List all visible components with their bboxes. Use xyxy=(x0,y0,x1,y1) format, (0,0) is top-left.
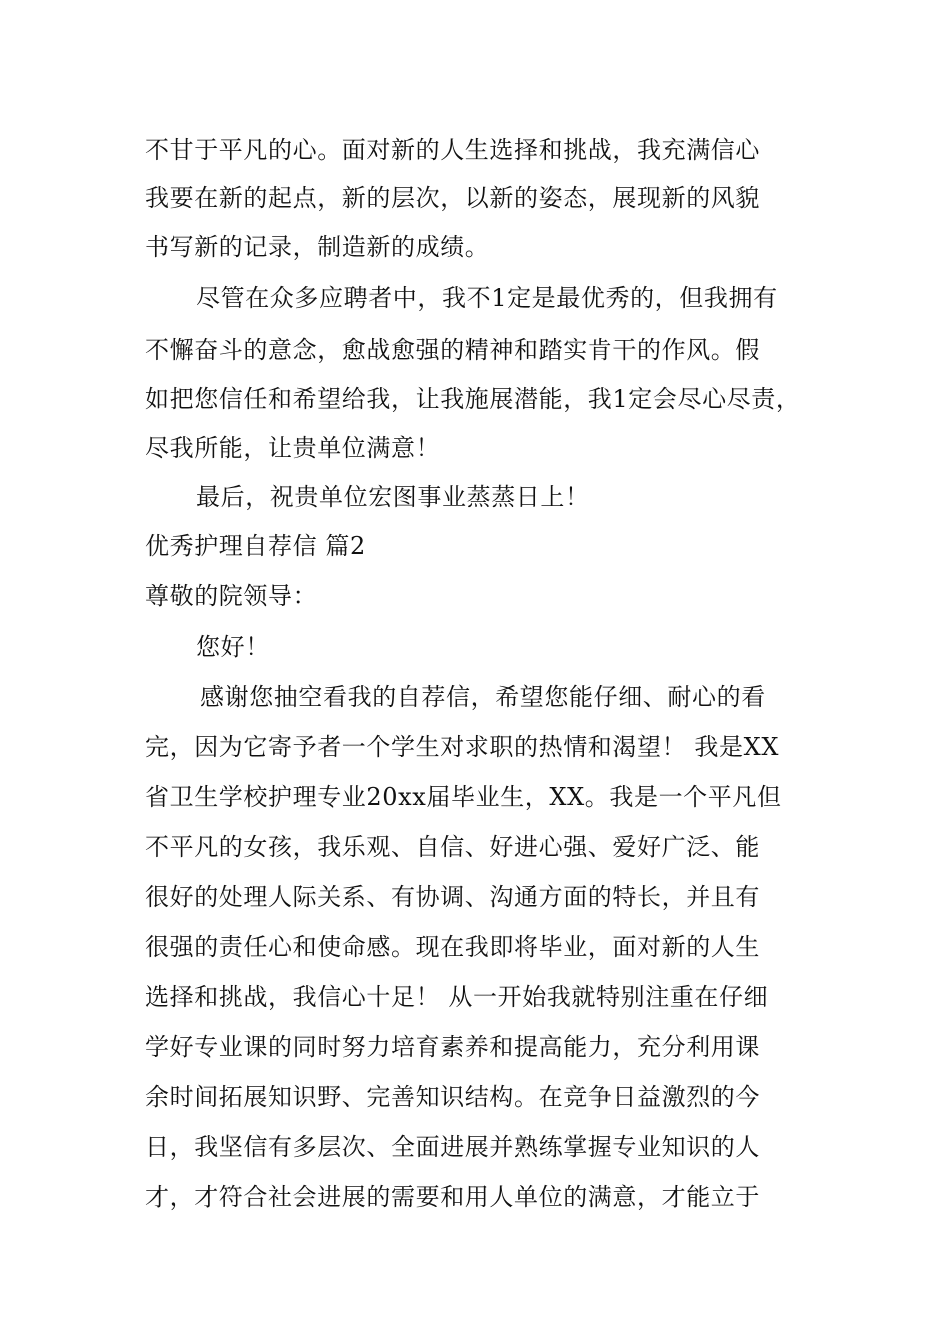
text-line: 如把您信任和希望给我，让我施展潜能，我1定会尽心尽责， xyxy=(145,385,801,413)
text-line: 完，因为它寄予者一个学生对求职的热情和渴望！ 我是XX xyxy=(145,733,779,761)
text-line: 不甘于平凡的心。面对新的人生选择和挑战，我充满信心 xyxy=(145,136,760,164)
text-line: 才，才符合社会进展的需要和用人单位的满意，才能立于 xyxy=(145,1183,760,1211)
section-heading: 优秀护理自荐信 篇2 xyxy=(145,532,366,560)
text-line: 选择和挑战，我信心十足！ 从一开始我就特别注重在仔细 xyxy=(145,983,769,1011)
text-line: 日，我坚信有多层次、全面进展并熟练掌握专业知识的人 xyxy=(145,1133,760,1161)
greeting: 您好！ xyxy=(196,633,270,661)
text-line: 我要在新的起点，新的层次，以新的姿态，展现新的风貌 xyxy=(145,184,760,212)
text-line: 书写新的记录，制造新的成绩。 xyxy=(145,233,490,261)
salutation: 尊敬的院领导： xyxy=(145,582,318,610)
text-line: 不懈奋斗的意念，愈战愈强的精神和踏实肯干的作风。假 xyxy=(145,336,760,364)
text-line: 余时间拓展知识野、完善知识结构。在竞争日益激烈的今 xyxy=(145,1083,760,1111)
paragraph-first-line: 感谢您抽空看我的自荐信，希望您能仔细、耐心的看 xyxy=(200,683,766,711)
text-line: 不平凡的女孩，我乐观、自信、好进心强、爱好广泛、能 xyxy=(145,833,760,861)
text-line: 省卫生学校护理专业20xx届毕业生，XX。我是一个平凡但 xyxy=(145,783,782,811)
text-line: 很好的处理人际关系、有协调、沟通方面的特长，并且有 xyxy=(145,883,760,911)
text-line: 尽我所能，让贵单位满意！ xyxy=(145,434,441,462)
paragraph-first-line: 尽管在众多应聘者中，我不1定是最优秀的，但我拥有 xyxy=(196,284,778,312)
text-line: 很强的责任心和使命感。现在我即将毕业，面对新的人生 xyxy=(145,933,760,961)
text-line: 学好专业课的同时努力培育素养和提高能力，充分利用课 xyxy=(145,1033,760,1061)
closing-wish: 最后，祝贵单位宏图事业蒸蒸日上！ xyxy=(196,483,590,511)
